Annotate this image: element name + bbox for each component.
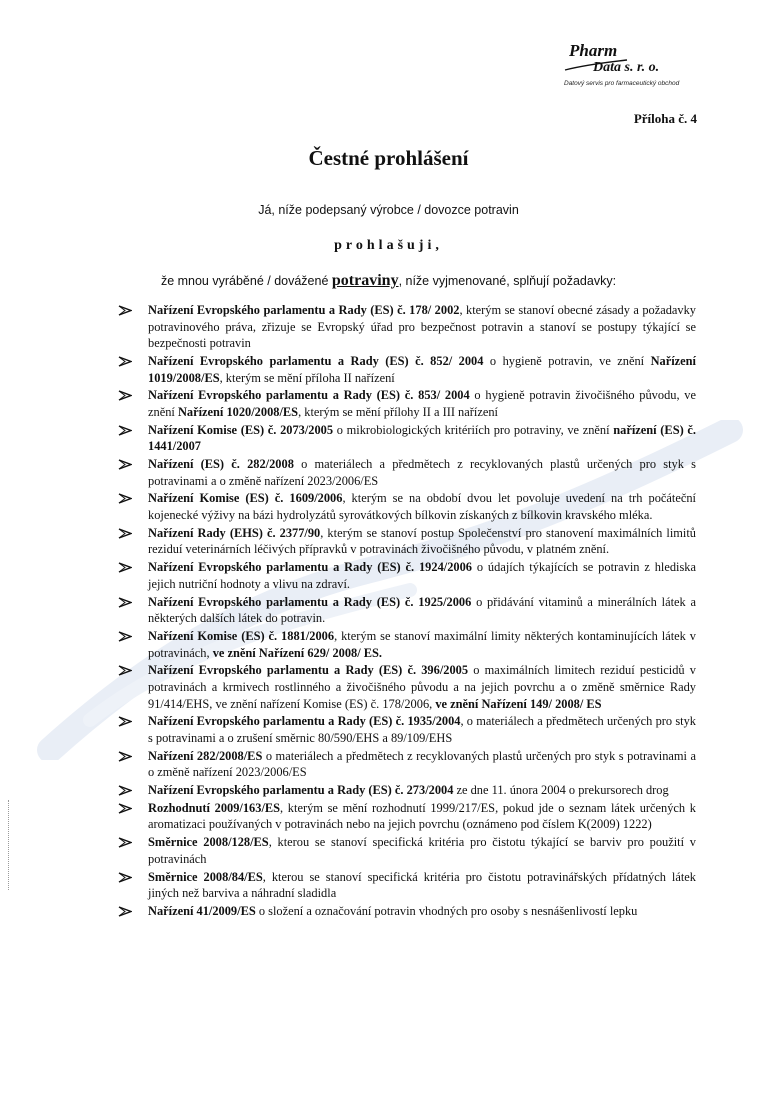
scan-edge-marks <box>8 800 11 890</box>
arrow-bullet-icon <box>118 456 138 472</box>
regulation-reference: Nařízení Evropského parlamentu a Rady (ES) č. 852/ 2004 <box>148 353 484 368</box>
list-item <box>118 490 696 523</box>
arrow-bullet-icon <box>118 662 138 678</box>
regulation-reference: Nařízení Evropského parlamentu a Rady (ES) č. 1924/2006 <box>148 560 472 575</box>
arrow-bullet-icon <box>118 748 138 764</box>
arrow-bullet-icon <box>118 353 138 369</box>
regulation-reference: Nařízení 282/2008/ES <box>148 748 263 763</box>
list-item <box>118 559 696 592</box>
statement-before: že mnou vyráběné / dovážené <box>160 274 329 288</box>
list-item <box>118 869 696 902</box>
logo-brand-top: Pharm <box>569 41 618 60</box>
regulation-description: o materiálech a předmětech z recyklovaných plastů určených pro styk s potravinami a o změně nařízení 2023/2006/ES <box>148 457 696 488</box>
regulation-description: o hygieně potravin živočišného původu, ve znění <box>148 388 697 419</box>
list-item <box>118 782 696 799</box>
list-item <box>118 662 696 712</box>
list-item <box>118 903 696 920</box>
arrow-bullet-icon <box>118 525 138 541</box>
logo-brand-bottom: Data s. r. o. <box>593 60 660 75</box>
regulation-description: , kterým se stanoví postup Společenství pro stanovení maximálních limitů reziduí veterinárních léčivých přípravků v potravinách živočišného původu, v platném znění. <box>148 525 696 557</box>
regulation-description: o přidávání vitaminů a minerálních látek a některých dalších látek do potravin. <box>148 594 696 626</box>
regulation-description: , kterým se mění rozhodnutí 1999/217/ES, pokud jde o seznam látek určených k aromatizaci používaných v potravinách nebo na jejich povrchu (oznámeno pod číslem K(2009) 1222) <box>148 800 696 832</box>
list-item <box>118 302 696 352</box>
statement-after: , níže vyjmenované, splňují požadavky: <box>398 274 617 288</box>
list-item <box>118 800 696 833</box>
list-item <box>118 456 696 489</box>
regulation-reference: Nařízení Evropského parlamentu a Rady (ES) č. 396/2005 <box>148 663 469 678</box>
arrow-bullet-icon <box>118 903 138 919</box>
regulation-reference: Nařízení Komise (ES) č. 1881/2006 <box>148 628 335 643</box>
regulation-description: , kterým se mění příloha II nařízení <box>219 370 395 385</box>
list-item <box>118 628 696 661</box>
list-item <box>118 713 696 746</box>
regulation-reference: Nařízení 1020/2008/ES <box>177 404 299 419</box>
regulation-reference: Nařízení Evropského parlamentu a Rady (ES) č. 178/ 2002 <box>148 303 460 317</box>
statement-line <box>0 272 777 290</box>
regulation-reference: ve znění Nařízení 149/ 2008/ ES <box>435 696 602 711</box>
regulation-reference: Nařízení Rady (EHS) č. 2377/90 <box>148 525 321 540</box>
page-title: Čestné prohlášení <box>308 146 469 170</box>
arrow-bullet-icon <box>118 628 138 644</box>
arrow-bullet-icon <box>118 800 138 816</box>
regulation-reference: Nařízení Evropského parlamentu a Rady (ES) č. 1925/2006 <box>148 594 472 609</box>
declare-word: prohlašuji, <box>334 238 443 253</box>
list-item <box>118 594 696 627</box>
regulation-reference: Nařízení 41/2009/ES <box>148 903 256 918</box>
regulation-reference: Nařízení Evropského parlamentu a Rady (ES) č. 273/2004 <box>148 783 454 798</box>
regulation-reference: Směrnice 2008/84/ES <box>148 869 263 884</box>
regulation-reference: Nařízení (ES) č. 282/2008 <box>148 457 294 472</box>
regulation-reference: nařízení (ES) č. 1441/2007 <box>148 422 696 454</box>
company-logo <box>559 40 699 100</box>
company-logo-mark <box>559 40 699 82</box>
regulation-list <box>118 302 696 921</box>
regulation-description: , kterou se stanoví specifická kritéria pro čistotu týkající se barviv pro použití v potravinách <box>148 835 696 866</box>
list-item <box>118 353 696 386</box>
regulation-reference: Nařízení Evropského parlamentu a Rady (ES) č. 853/ 2004 <box>148 388 470 403</box>
arrow-bullet-icon <box>118 869 138 885</box>
arrow-bullet-icon <box>118 387 138 403</box>
arrow-bullet-icon <box>118 559 138 575</box>
regulation-description: o maximálních limitech reziduí pesticidů v potravinách a krmivech rostlinného a živočišného původu a na jejich povrchu a o změně směrnice Rady 91/414/EHS, ve znění nařízení Komise (ES) č. 178/2006, <box>148 663 696 711</box>
regulation-description: o údajích týkajících se potravin z hlediska jejich nutriční hodnoty a vlivu na zdraví. <box>148 560 696 591</box>
arrow-bullet-icon <box>118 422 138 438</box>
arrow-bullet-icon <box>118 782 138 798</box>
annex-label: Příloha č. 4 <box>633 111 697 126</box>
regulation-description: ze dne 11. února 2004 o prekursorech drog <box>453 783 669 798</box>
arrow-bullet-icon <box>118 594 138 610</box>
list-item <box>118 834 696 867</box>
regulation-reference: ve znění Nařízení 629/ 2008/ ES. <box>212 645 383 660</box>
arrow-bullet-icon <box>118 713 138 729</box>
logo-tagline: Datový servis pro farmaceutický obchod <box>564 80 680 87</box>
regulation-reference: Nařízení 1019/2008/ES <box>148 353 696 385</box>
regulation-description: o hygieně potravin, ve znění <box>483 353 651 368</box>
list-item <box>118 422 696 455</box>
regulation-description: o materiálech a předmětech z recyklovaných plastů určených pro styk s potravinami a o změně nařízení 2023/2006/ES <box>148 748 696 780</box>
list-item <box>118 387 696 420</box>
regulation-reference: Nařízení Evropského parlamentu a Rady (ES) č. 1935/2004 <box>148 714 461 729</box>
regulation-description: , kterým se mění přílohy II a III nařízení <box>298 404 498 419</box>
regulation-description: , kterým se stanoví maximální limity některých kontaminujících látek v potravinách, <box>148 628 696 660</box>
regulation-reference: Rozhodnutí 2009/163/ES <box>148 800 281 815</box>
regulation-description: o mikrobiologických kritériích pro potraviny, ve znění <box>333 422 614 437</box>
regulation-reference: Nařízení Komise (ES) č. 2073/2005 <box>148 422 334 437</box>
regulation-description: , kterým se stanoví obecné zásady a požadavky potravinového práva, zřizuje se Evropský úřad pro bezpečnost potravin a stanoví se postupy týkající se bezpečnosti potravin <box>148 303 697 351</box>
intro-line: Já, níže podepsaný výrobce / dovozce potravin <box>258 203 519 217</box>
statement-emphasis: potraviny <box>331 272 399 289</box>
arrow-bullet-icon <box>118 302 138 318</box>
regulation-reference: Směrnice 2008/128/ES <box>148 835 269 850</box>
regulation-description: , kterou se stanoví specifická kritéria pro čistotu potravinářských přídatných látek jiných než barviva a náhradní sladidla <box>148 869 696 901</box>
regulation-description: o složení a označování potravin vhodných pro osoby s nesnášenlivostí lepku <box>255 903 638 918</box>
regulation-description: , o materiálech a předmětech určených pro styk s potravinami a o zrušení směrnic 80/590/EHS a 89/109/EHS <box>148 714 696 745</box>
regulation-description: , kterým se na období dvou let povoluje uvedení na trh počáteční kojenecké výživy na bázi hydrolyzátů syrovátkových bílkovin získaných z bílkovin kravského mléka. <box>148 491 696 523</box>
regulation-reference: Nařízení Komise (ES) č. 1609/2006 <box>148 491 343 506</box>
arrow-bullet-icon <box>118 490 138 506</box>
list-item <box>118 525 696 558</box>
list-item <box>118 748 696 781</box>
arrow-bullet-icon <box>118 834 138 850</box>
